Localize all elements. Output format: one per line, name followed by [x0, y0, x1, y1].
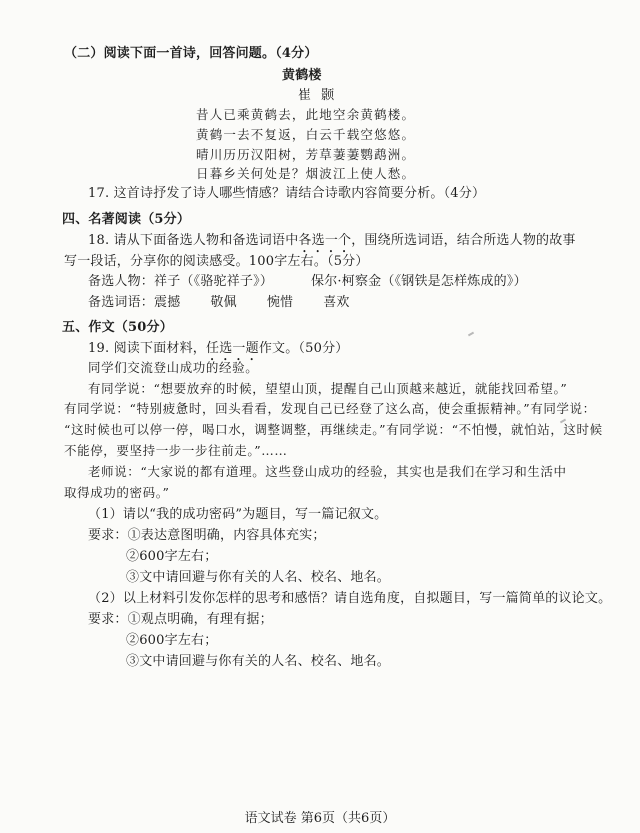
question-17: 17. 这首诗抒发了诗人哪些情感？请结合诗歌内容简要分析。（4分） — [88, 186, 486, 201]
task-2-req-label: 要求： — [88, 612, 128, 627]
q19-text-c: 作文。（50分） — [258, 341, 349, 356]
page-footer: 语文试卷 第6页（共6页） — [244, 811, 396, 826]
section2-heading: （二）阅读下面一首诗，回答问题。（4分） — [64, 46, 318, 61]
q18-text-c: ，围绕所选词语，结合所选人物的故事 — [351, 233, 576, 248]
task-1-requirement-2: ②600字左右； — [126, 549, 218, 564]
character-pavel: 保尔·柯察金（《钢铁是怎样炼成的》） — [311, 274, 527, 289]
task-2-requirement-3: ③文中请回避与你有关的人名、校名、地名。 — [126, 654, 391, 669]
word-3: 惋惜 — [266, 295, 294, 310]
character-xiangzi: 祥子（《骆驼祥子》） — [154, 274, 274, 289]
material-line-2: 有同学说：“想要放弃的时候，望望山顶，提醒自己山顶越来越近，就能找回希望。” — [88, 381, 568, 396]
q18-text-a: 18. 请从下面备选人物和备选词语中 — [88, 233, 299, 248]
words-row — [88, 294, 350, 311]
task-2-requirement-2: ②600字左右； — [126, 633, 218, 648]
task-1-requirement-3: ③文中请回避与你有关的人名、校名、地名。 — [126, 570, 391, 585]
scan-speck — [468, 332, 474, 337]
word-2: 敬佩 — [210, 295, 237, 310]
task-1: （1）请以“我的成功密码”为题目，写一篇记叙文。 — [88, 507, 388, 522]
poem-author: 崔 颢 — [298, 88, 338, 103]
material-line-4: “这时候也可以停一停，喝口水，调整调整，再继续走。”有同学说：“不怕慢，就怕站，这时候 — [64, 422, 603, 437]
task-2-requirement-1 — [88, 611, 273, 628]
q19-text-a: 19. 阅读下面材料， — [88, 341, 207, 356]
q18-emphasis: 各选一个 — [298, 233, 352, 248]
poem-line-4: 日暮乡关何处是？烟波江上使人愁。 — [196, 166, 416, 181]
section4-heading: 四、名著阅读（5分） — [62, 212, 191, 227]
q19-emphasis: 任选一题 — [206, 341, 259, 356]
section5-heading: 五、作文（50分） — [62, 320, 173, 335]
words-label: 备选词语： — [88, 295, 155, 310]
task-2-req-1-text: ①观点明确，有理有据； — [127, 612, 273, 627]
task-1-requirement-1 — [88, 527, 326, 544]
task-2: （2）以上材料引发你怎样的思考和感悟？请自选角度，自拟题目，写一篇简单的议论文。 — [88, 591, 612, 606]
task-1-req-label: 要求： — [88, 528, 128, 543]
characters-label: 备选人物： — [88, 274, 155, 289]
poem-line-2: 黄鹤一去不复返，白云千载空悠悠。 — [196, 127, 416, 142]
task-1-req-1-text: ①表达意图明确，内容具体充实； — [127, 528, 326, 543]
word-4: 喜欢 — [323, 295, 350, 310]
material-line-7: 取得成功的密码。” — [64, 485, 170, 500]
poem-line-3: 晴川历历汉阳树，芳草萋萋鹦鹉洲。 — [196, 147, 416, 162]
material-line-5: 不能停，要坚持一步一步往前走。”…… — [64, 443, 288, 458]
poem-title: 黄鹤楼 — [282, 68, 322, 83]
word-1: 震撼 — [154, 295, 181, 310]
poem-line-1: 昔人已乘黄鹤去，此地空余黄鹤楼。 — [196, 107, 416, 122]
question-18-line2: 写一段话，分享你的阅读感受。100字左右。（5分） — [64, 254, 369, 269]
characters-row — [88, 273, 527, 290]
material-line-6: 老师说：“大家说的都有道理。这些登山成功的经验，其实也是我们在学习和生活中 — [88, 464, 567, 479]
material-line-1: 同学们交流登山成功的经验。 — [88, 360, 259, 375]
material-line-3: 有同学说：“特别疲惫时，回头看看，发现自己已经登了这么高，使会重振精神。”有同学说： — [64, 401, 596, 416]
